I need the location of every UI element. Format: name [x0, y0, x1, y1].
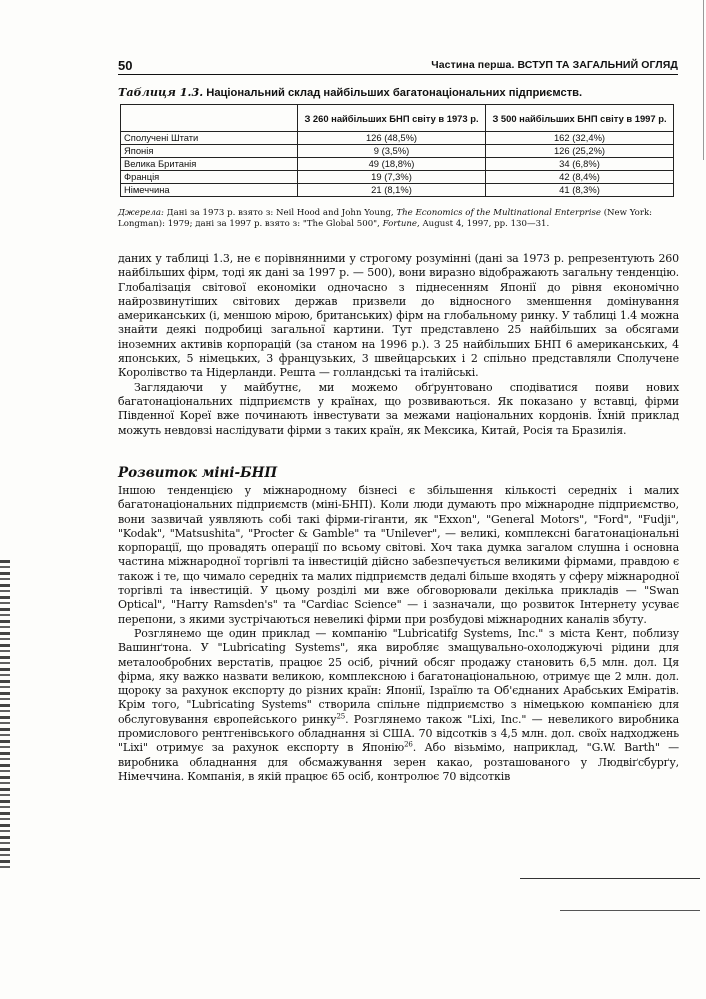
table-source-note: [118, 208, 678, 230]
table-caption-text: Національний склад найбільших багатонаціональних підприємств.: [206, 87, 583, 99]
value-1973-cell: 9 (3,5%): [298, 145, 486, 158]
value-1973-cell: 19 (7,3%): [298, 171, 486, 184]
footnote-ref: 25: [336, 712, 346, 721]
value-1973-cell: 49 (18,8%): [298, 158, 486, 171]
value-1973-cell: 126 (48,5%): [298, 132, 486, 145]
table-row: [121, 171, 674, 184]
page-number: 50: [118, 58, 133, 73]
paragraph: даних у таблиці 1.3, не є порівнянними у строгому розумінні (дані за 1973 р. репрезентують 260 найбільших фірм, тоді як дані за 1997 р. — 500), вони виразно відображають загальну тенденцію. Глобалізація світової економіки одночасно з піднесенням Японії до рівня економічно найрозвинутіших світових держав призвели до відносного зменшення домінування американських (і, меншою мірою, британських) фірм на глобальному ринку. У таблиці 1.4 можна знайти деякі подробиці загальної картини. Тут представлено 25 найбільших за обсягами іноземних активів корпорацій (за станом на 1996 р.). З 25 найбільших БНП 6 американських, 4 японських, 5 німецьких, 3 французьких, 3 швейцарських і 2 спільно представляли Сполучене Королівство та Нідерланди. Решта — голландські та італійські.: [118, 252, 679, 380]
nationality-table: [120, 104, 674, 197]
running-title: Частина перша. ВСТУП ТА ЗАГАЛЬНИЙ ОГЛЯД: [431, 59, 678, 71]
table-row: [121, 145, 674, 158]
value-1997-cell: 41 (8,3%): [486, 184, 674, 197]
value-1997-cell: 126 (25,2%): [486, 145, 674, 158]
footnote-ref: 26: [404, 740, 413, 749]
source-label: Джерела:: [118, 208, 164, 218]
paragraph: Заглядаючи у майбутнє, ми можемо обґрунтовано сподіватися появи нових багатонаціональних підприємств у країнах, що розвиваються. Як показано у вставці, фірми Південної Кореї вже починають інвестувати за межами національних кордонів. Їхній приклад можуть невдовзі наслідувати фірми з таких країн, як Мексика, Китай, Росія та Бразилія.: [118, 380, 679, 437]
scan-binding-edge: [0, 560, 10, 870]
country-cell: Велика Британія: [121, 158, 298, 171]
value-1973-cell: 21 (8,1%): [298, 184, 486, 197]
source-title-2: Fortune,: [382, 219, 420, 229]
country-cell: Японія: [121, 145, 298, 158]
scan-right-edge: [703, 0, 704, 160]
value-1997-cell: 162 (32,4%): [486, 132, 674, 145]
table-caption-label: Таблиця 1.3.: [118, 85, 204, 99]
body-section-1: [118, 252, 679, 438]
paragraph-part: Розглянемо ще один приклад — компанію "Lubricatifg Systems, Inc." з міста Кент, поблизу Вашинґтона. У "Lubricating Systems", яка виробляє змащувально-охолоджуючі рідини для металообробних верстатів, працює 25 осіб, річний обсяг продажу становить 6,5 млн. дол. Ця фірма, яку важко назвати великою, комплексною і багатонаціональною, отримує ще 2 млн. дол. щороку за рахунок експорту до різних країн: Японії, Ізраїлю та Об'єднаних Арабських Еміратів. Крім того, "Lubricating Systems" створила спільне підприємство з німецькою компанією для обслуговування європейського ринку: [118, 626, 679, 726]
section-heading: Розвиток міні-БНП: [118, 465, 278, 481]
table-header-1973: З 260 найбільших БНП світу в 1973 р.: [298, 105, 486, 132]
country-cell: Сполучені Штати: [121, 132, 298, 145]
paragraph: [118, 627, 679, 784]
scan-artifact-line: [520, 878, 700, 879]
paragraph-part: . Або візьмімо, наприклад, "G.W. Barth" — виробника обладнання для обсмажування зерен какао, розташованого у Людвіґсбурґу, Німеччина. Компанія, в якій працює 65 осіб, контролює 70 відсотків: [118, 741, 680, 783]
source-text-3: August 4, 1997, pp. 130—31.: [422, 219, 550, 229]
paragraph: Іншою тенденцією у міжнародному бізнесі є збільшення кількості середніх і малих багатонаціональних підприємств (міні-БНП). Коли люди думають про міжнародне підприємство, вони зазвичай уявляють собі такі фірми-гіганти, як "Exxon", "General Motors", "Ford", "Fudji", "Kodak", "Matsushita", "Procter & Gamble" та "Unilever", — великі, комплексні багатонаціональні корпорації, що провадять операції по всьому світові. Хоч така думка загалом слушна і основна частина міжнародної торгівлі та інвестицій дійсно забезпечується великими фірмами, правдою є також і те, що чимало середніх та малих підприємств дедалі більше входять у сферу міжнародної торгівлі та інвестицій. У цьому розділі ми вже обговорювали декілька прикладів — "Swan Optical", "Harry Ramsden's" та "Cardiac Science" — і зазначали, що розвиток Інтернету усуває перепони, з якими зустрічаються невеликі фірми при розбудові міжнародних каналів збуту.: [118, 484, 679, 626]
table-row: [121, 132, 674, 145]
source-text-2: (New York: Longman): 1979; дані за 1997 р. взято з: "The Global 500",: [118, 208, 653, 229]
value-1997-cell: 34 (6,8%): [486, 158, 674, 171]
paragraph-part: . Розглянемо також "Lixi, Inc." — невеликого виробника промислового рентгенівського обладнання зі США. 70 відсотків з 4,5 млн. дол. своїх надходжень "Lixi" отримує за рахунок експорту в Японію: [118, 712, 679, 755]
source-title-1: The Economics of the Multinational Enterprise: [396, 208, 601, 218]
scan-artifact-line: [560, 910, 700, 911]
table-row: [121, 158, 674, 171]
value-1997-cell: 42 (8,4%): [486, 171, 674, 184]
body-section-2: [118, 484, 679, 784]
country-cell: Франція: [121, 171, 298, 184]
table-header-1997: З 500 найбільших БНП світу в 1997 р.: [486, 105, 674, 132]
table-header-empty: [121, 105, 298, 132]
table-row: [121, 184, 674, 197]
source-text-1: Дані за 1973 р. взято з: Neil Hood and John Young,: [166, 208, 394, 218]
page-header: [118, 56, 678, 75]
table-caption: [118, 85, 678, 99]
table-header-row: [121, 105, 674, 132]
country-cell: Німеччина: [121, 184, 298, 197]
